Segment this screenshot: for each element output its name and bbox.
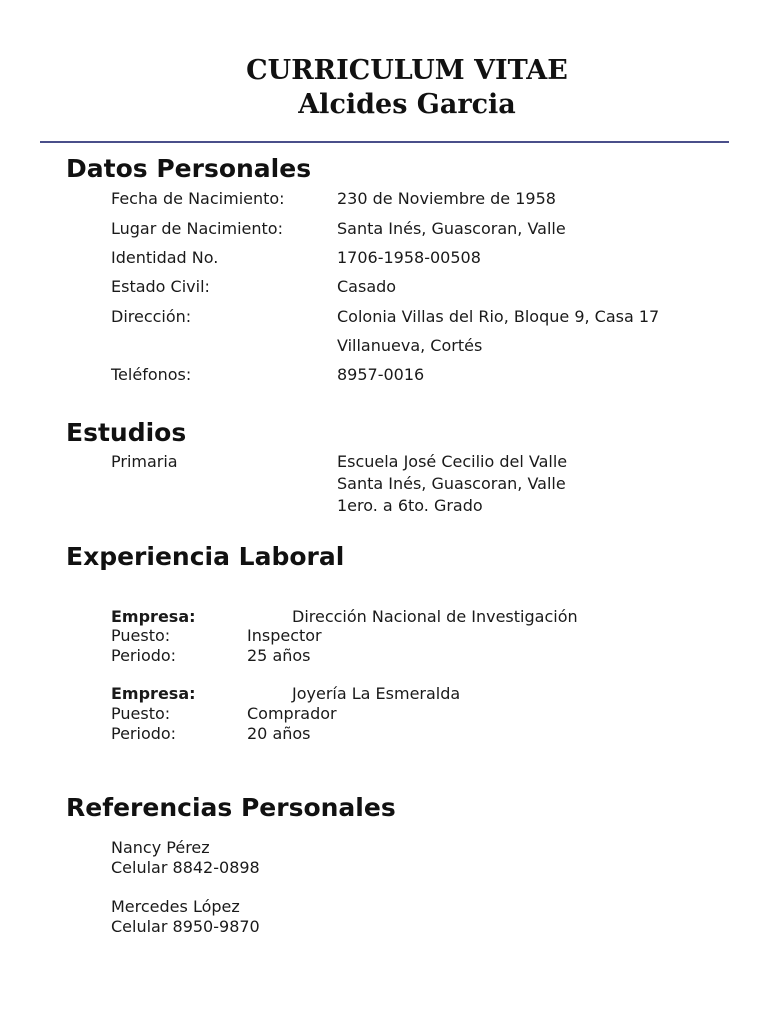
reference-phone: Celular 8842-0898	[111, 858, 260, 877]
job-empresa: Joyería La Esmeralda	[292, 684, 461, 703]
field-value: 8957-0016	[337, 365, 425, 384]
study-line: 1ero. a 6to. Grado	[337, 496, 483, 515]
reference-name: Nancy Pérez	[111, 838, 210, 857]
field-label: Teléfonos:	[111, 365, 192, 384]
job-empresa: Dirección Nacional de Investigación	[292, 607, 578, 626]
field-label: Fecha de Nacimiento:	[111, 189, 285, 208]
field-label: Identidad No.	[111, 248, 219, 267]
job-puesto-label: Puesto:	[111, 626, 171, 645]
field-label: Estado Civil:	[111, 277, 210, 296]
job-periodo-label: Periodo:	[111, 724, 177, 743]
job-periodo: 25 años	[247, 646, 311, 665]
field-value: 1706-1958-00508	[337, 248, 481, 267]
person-name: Alcides Garcia	[298, 89, 516, 120]
field-label: Lugar de Nacimiento:	[111, 219, 283, 238]
study-line: Escuela José Cecilio del Valle	[337, 452, 568, 471]
section-heading-referencias: Referencias Personales	[66, 793, 396, 822]
job-empresa-label: Empresa:	[111, 607, 196, 626]
field-value-continued: Villanueva, Cortés	[337, 336, 483, 355]
section-heading-datos: Datos Personales	[66, 154, 312, 183]
field-value: 230 de Noviembre de 1958	[337, 189, 556, 208]
job-puesto-label: Puesto:	[111, 704, 171, 723]
document-title-block	[0, 54, 768, 122]
header-divider	[40, 141, 729, 143]
section-heading-experiencia: Experiencia Laboral	[66, 542, 345, 571]
job-periodo: 20 años	[247, 724, 311, 743]
section-heading-estudios: Estudios	[66, 418, 187, 447]
reference-phone: Celular 8950-9870	[111, 917, 260, 936]
field-value: Santa Inés, Guascoran, Valle	[337, 219, 566, 238]
job-empresa-label: Empresa:	[111, 684, 196, 703]
document-title: CURRICULUM VITAE	[246, 55, 568, 86]
reference-name: Mercedes López	[111, 897, 240, 916]
job-puesto: Comprador	[247, 704, 337, 723]
field-label: Dirección:	[111, 307, 192, 326]
study-line: Santa Inés, Guascoran, Valle	[337, 474, 566, 493]
study-level: Primaria	[111, 452, 178, 471]
job-puesto: Inspector	[247, 626, 322, 645]
field-value: Casado	[337, 277, 397, 296]
job-periodo-label: Periodo:	[111, 646, 177, 665]
field-value: Colonia Villas del Rio, Bloque 9, Casa 17	[337, 307, 660, 326]
